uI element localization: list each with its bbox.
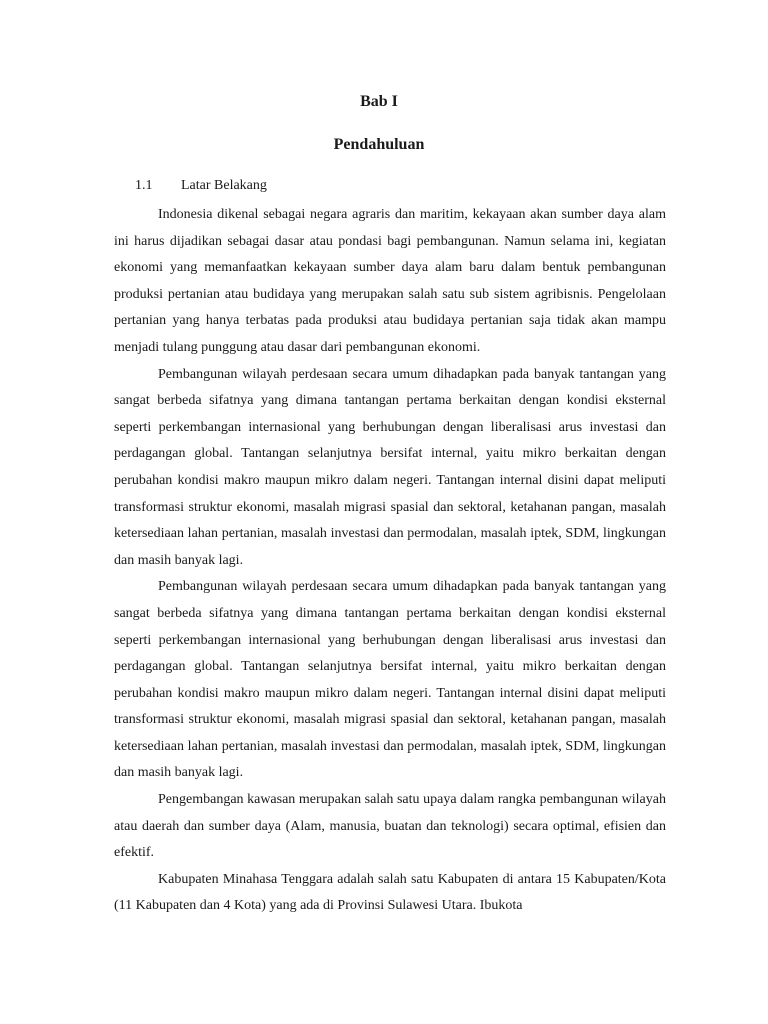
section-title: Latar Belakang xyxy=(181,178,267,193)
paragraph: Pembangunan wilayah perdesaan secara umum dihadapkan pada banyak tantangan yang sangat berbeda sifatnya yang dimana tantangan pertama berkaitan dengan kondisi eksternal seperti perkembangan internasional yang berhubungan dengan liberalisasi arus investasi dan perdagangan global. Tantangan selanjutnya bersifat internal, yaitu mikro berkaitan dengan perubahan kondisi makro maupun mikro dalam negeri. Tantangan internal disini dapat meliputi transformasi struktur ekonomi, masalah migrasi spasial dan sektoral, ketahanan pangan, masalah ketersediaan lahan pertanian, masalah investasi dan permodalan, masalah iptek, SDM, lingkungan dan masih banyak lagi. xyxy=(114,579,666,781)
chapter-title: Pendahuluan xyxy=(333,136,425,153)
paragraph: Pengembangan kawasan merupakan salah satu upaya dalam rangka pembangunan wilayah atau daerah dan sumber daya (Alam, manusia, buatan dan teknologi) secara optimal, efisien dan efektif. xyxy=(114,792,666,861)
body-text xyxy=(114,202,666,920)
paragraph: Kabupaten Minahasa Tenggara adalah salah satu Kabupaten di antara 15 Kabupaten/Kota (11 Kabupaten dan 4 Kota) yang ada di Provinsi Sulawesi Utara. Ibukota xyxy=(114,871,666,914)
chapter-number: Bab I xyxy=(360,93,398,110)
paragraph: Pembangunan wilayah perdesaan secara umum dihadapkan pada banyak tantangan yang sangat berbeda sifatnya yang dimana tantangan pertama berkaitan dengan kondisi eksternal seperti perkembangan internasional yang berhubungan dengan liberalisasi arus investasi dan perdagangan global. Tantangan selanjutnya bersifat internal, yaitu mikro berkaitan dengan perubahan kondisi makro maupun mikro dalam negeri. Tantangan internal disini dapat meliputi transformasi struktur ekonomi, masalah migrasi spasial dan sektoral, ketahanan pangan, masalah ketersediaan lahan pertanian, masalah investasi dan permodalan, masalah iptek, SDM, lingkungan dan masih banyak lagi. xyxy=(114,366,666,568)
paragraph: Indonesia dikenal sebagai negara agraris dan maritim, kekayaan akan sumber daya alam ini harus dijadikan sebagai dasar atau pondasi bagi pembangunan. Namun selama ini, kegiatan ekonomi yang memanfaatkan kekayaan sumber daya alam baru dalam bentuk pembangunan produksi pertanian atau budidaya yang merupakan salah satu sub sistem agribisnis. Pengelolaan pertanian yang hanya terbatas pada produksi atau budidaya pertanian saja tidak akan mampu menjadi tulang punggung atau dasar dari pembangunan ekonomi. xyxy=(114,207,666,355)
section-number: 1.1 xyxy=(135,178,153,193)
section-heading xyxy=(135,176,267,196)
